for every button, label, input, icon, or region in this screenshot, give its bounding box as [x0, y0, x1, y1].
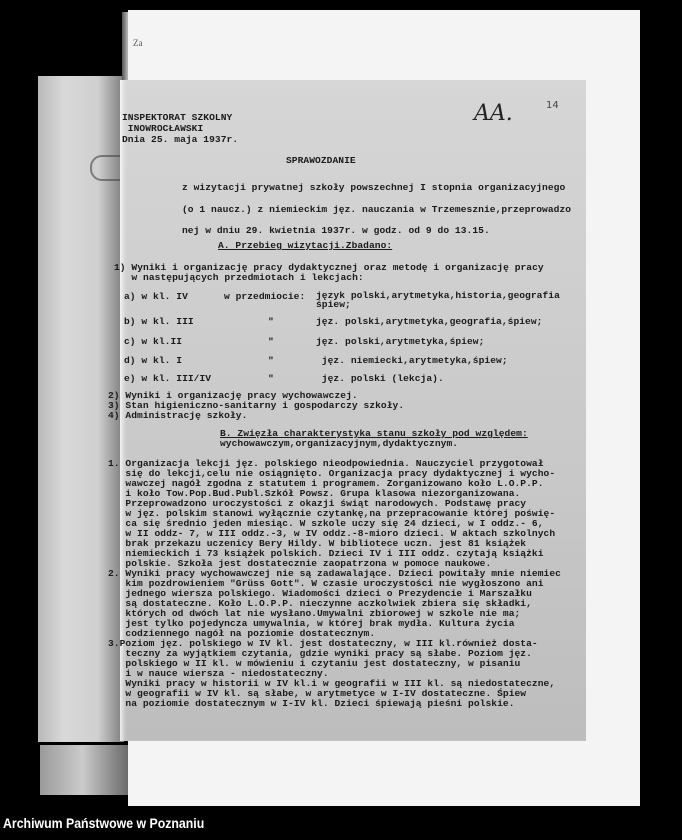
body-line: się do lekcji,celu nie osiągnięto. Organizacja pracy dydaktycznej i wycho-	[108, 468, 556, 479]
body-line: brak przekazu uczenicy Bery Hildy. W bibliotece uczn. jest 81 książek	[108, 538, 527, 549]
handwritten-signature: AA.	[474, 101, 513, 126]
body-line: w geografii w IV kl. są słabe, w arytmetyce w I-IV dostateczne. Śpiew	[108, 688, 527, 699]
lesson-subjects: język polski,arytmetyka,historia,geografia	[316, 290, 560, 301]
body-line: wawczej nagół zgodna z statutem i programem. Zorganizowano koło L.O.P.P.	[108, 478, 544, 489]
ditto-mark: "	[268, 373, 274, 384]
intro-line: (o 1 naucz.) z niemieckim jęz. nauczania w Trzemesznie,przeprowadzo	[182, 204, 572, 215]
section-b-subheading: wychowawczym,organizacyjnym,dydaktycznym.	[220, 438, 459, 449]
body-line: i koło Tow.Pop.Bud.Publ.Szkół Powsz. Grupa klasowa niezorganizowana.	[108, 488, 521, 499]
lesson-class: c) w kl.II	[124, 336, 183, 347]
body-line: 1. Organizacja lekcji jęz. polskiego nieodpowiednia. Nauczyciel przygotował	[108, 458, 544, 469]
body-line: 3.Poziom jęz. polskiego w IV kl. jest dostateczny, w III kl.również dosta-	[108, 638, 538, 649]
body-line: jest tylko pojedyncza umywalnia, w której brak mydła. Kultura życia	[108, 618, 515, 629]
body-line: 2. Wyniki pracy wychowawczej nie są zadawalające. Dzieci powitały mnie niemiec	[108, 568, 561, 579]
lesson-subjects: jęz. polski (lekcja).	[316, 373, 444, 384]
item-line: 3) Stan higieniczno-sanitarny i gospodarczy szkoły.	[108, 400, 405, 411]
body-line: jednego wiersza polskiego. Wiadomości dzieci o Prezydencie i Marszałku	[108, 588, 532, 599]
body-line: niemieckich i 73 książek polskich. Dzieci IV i III oddz. czytają książki	[108, 548, 544, 559]
lesson-class: e) w kl. III/IV	[124, 373, 212, 384]
archive-watermark: Archiwum Państwowe w Poznaniu	[3, 815, 205, 831]
header-line: INSPEKTORAT SZKOLNY	[122, 112, 233, 123]
body-line: polskiego w II kl. w mówieniu i czytaniu jest dostateczny, w pisaniu	[108, 658, 521, 669]
body-line: ca się średnio jeden miesiąc. W szkole uczy się 24 dzieci, w I oddz.- 6,	[108, 518, 544, 529]
lesson-subject-label: w przedmiocie:	[224, 291, 306, 302]
body-line: polskie. Szkoła jest dostatecznie zaopatrzona w pomoce naukowe.	[108, 558, 492, 569]
page-number: 14	[546, 100, 559, 111]
lesson-subjects: jęz. niemiecki,arytmetyka,śpiew;	[316, 355, 508, 366]
lesson-class: a) w kl. IV	[124, 291, 188, 302]
ditto-mark: "	[268, 336, 274, 347]
intro-line: z wizytacji prywatnej szkoły powszechnej I stopnia organizacyjnego	[182, 182, 566, 193]
body-line: teczny za wyjątkiem czytania, gdzie wyniki pracy są słabe. Poziom jęz.	[108, 648, 532, 659]
body-line: na poziomie dostatecznym w I-IV kl. Dzieci śpiewają pieśni polskie.	[108, 698, 515, 709]
back-page-snippet: Za	[133, 38, 143, 48]
body-line: i w nauce wiersza - niedostateczny.	[108, 668, 329, 679]
item-line: 4) Administrację szkoły.	[108, 410, 248, 421]
body-line: w jęz. polskim stanowi wyłącznie czytankę,na przepracowanie której poświę-	[108, 508, 556, 519]
item-line: 2) Wyniki i organizację pracy wychowawczej.	[108, 390, 358, 401]
item-1-line: w następujących przedmiotach i lekcjach:	[114, 272, 364, 283]
header-line: INOWROCŁAWSKI	[122, 123, 204, 134]
body-line: codziennego nagół na poziomie dostatecznym.	[108, 628, 376, 639]
section-a-heading: A. Przebieg wizytacji.Zbadano:	[218, 240, 393, 251]
body-line: których od dwóch lat nie wysłano.Umywalni zbiorowej w szkole nie ma;	[108, 608, 521, 619]
ditto-mark: "	[268, 316, 274, 327]
lesson-class: d) w kl. I	[124, 355, 183, 366]
date-line: Dnia 25. maja 1937r.	[122, 134, 239, 145]
section-b-heading: B. Zwięzła charakterystyka stanu szkoły pod względem:	[220, 428, 528, 439]
lesson-subjects: jęz. polski,arytmetyka,śpiew;	[316, 336, 485, 347]
body-line: kim pozdrowieniem "Grüss Gott". W czasie uroczystości nie wygłoszono ani	[108, 578, 544, 589]
body-line: Przeprowadzono uroczystości z okazji świąt narodowych. Podstawę pracy	[108, 498, 527, 509]
lesson-subjects: jęz. polski,arytmetyka,geografia,śpiew;	[316, 316, 543, 327]
lesson-class: b) w kl. III	[124, 316, 194, 327]
intro-line: nej w dniu 29. kwietnia 1937r. w godz. od 9 do 13.15.	[182, 225, 490, 236]
paperclip-mark-icon	[90, 155, 122, 181]
body-line: w II oddz- 7, w III oddz.-3, w IV oddz.-8-mioro dzieci. W aktach szkolnych	[108, 528, 556, 539]
ditto-mark: "	[268, 355, 274, 366]
document-title: SPRAWOZDANIE	[286, 155, 356, 166]
item-1-line: 1) Wyniki i organizację pracy dydaktycznej oraz metodę i organizację pracy	[114, 262, 544, 273]
body-line: Wyniki pracy w historii w IV kl.i w geografii w III kl. są niedostateczne,	[108, 678, 556, 689]
lesson-subjects: śpiew;	[316, 299, 351, 310]
typewritten-report	[108, 80, 586, 741]
body-line: są dostateczne. Koło L.O.P.P. nieczynne aczkolwiek zbiera się składki,	[108, 598, 532, 609]
